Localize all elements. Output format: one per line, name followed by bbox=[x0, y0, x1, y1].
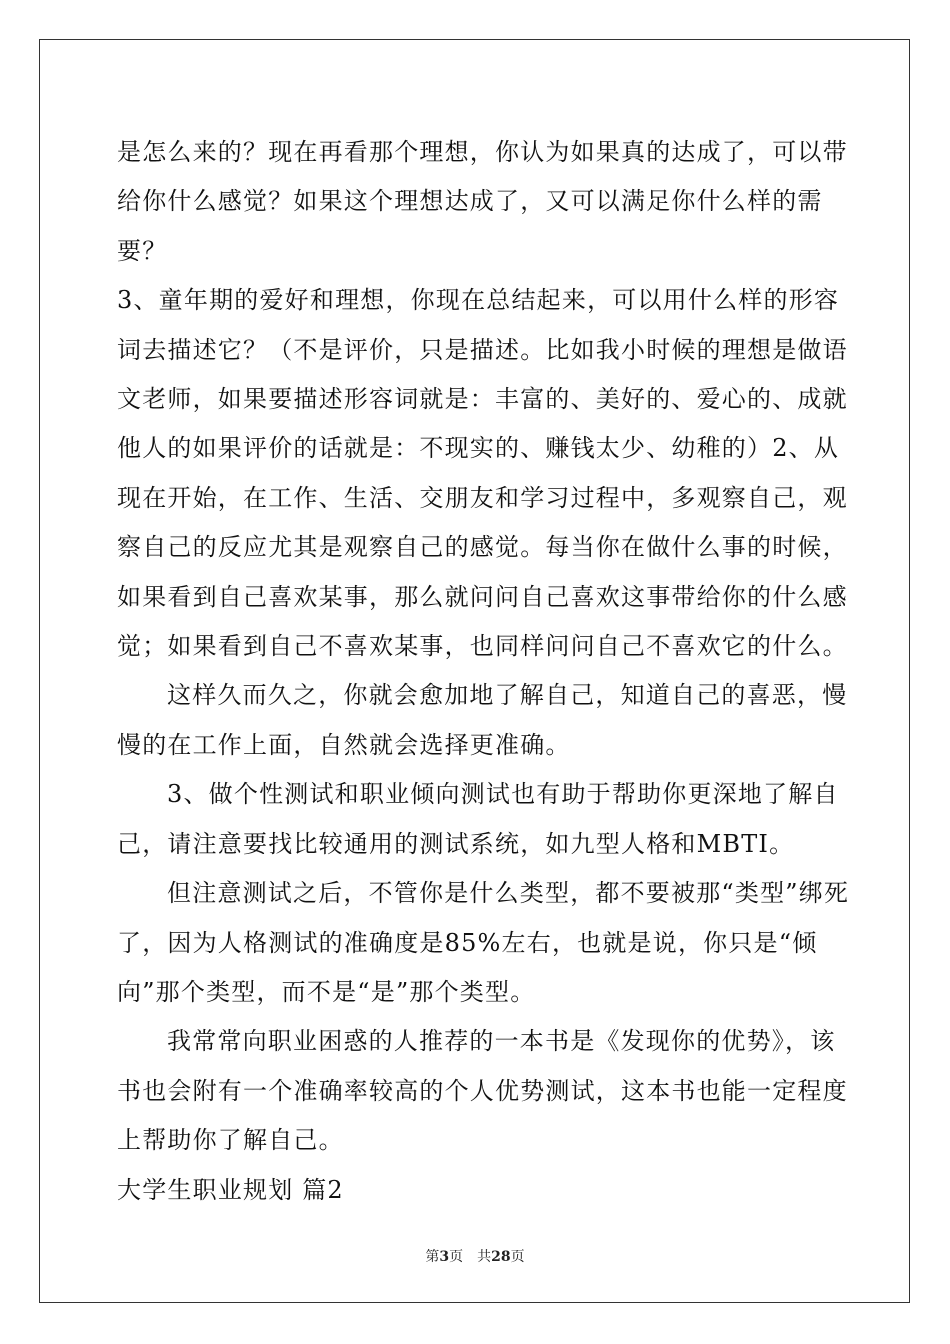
paragraph-2: 3、童年期的爱好和理想，你现在总结起来，可以用什么样的形容词去描述它？（不是评价，只是描述。比如我小时候的理想是做语文老师，如果要描述形容词就是：丰富的、美好的、爱心的、成就他人的如果评价的话就是：不现实的、赚钱太少、幼稚的）2、从现在开始，在工作、生活、交朋友和学习过程中，多观察自己，观察自己的反应尤其是观察自己的感觉。每当你在做什么事的时候，如果看到自己喜欢某事，那么就问问自己喜欢这事带给你的什么感觉；如果看到自己不喜欢某事，也同样问问自己不喜欢它的什么。 bbox=[117, 286, 848, 661]
paragraph-4: 3、做个性测试和职业倾向测试也有助于帮助你更深地了解自己，请注意要找比较通用的测试系统，如九型人格和MBTI。 bbox=[117, 780, 839, 858]
paragraph-6: 我常常向职业困惑的人推荐的一本书是《发现你的优势》，该书也会附有一个准确率较高的个人优势测试，这本书也能一定程度上帮助你了解自己。 bbox=[117, 1027, 848, 1155]
paragraph-3: 这样久而久之，你就会愈加地了解自己，知道自己的喜恶，慢慢的在工作上面，自然就会选择更准确。 bbox=[117, 681, 848, 759]
section-heading: 大学生职业规划 篇2 bbox=[117, 1175, 344, 1204]
current-page-number: 3 bbox=[439, 1249, 450, 1265]
paragraph-1: 是怎么来的？现在再看那个理想，你认为如果真的达成了，可以带给你什么感觉？如果这个理想达成了，又可以满足你什么样的需要？ bbox=[117, 138, 848, 265]
page-suffix: 页 bbox=[449, 1249, 464, 1265]
paragraph-5: 但注意测试之后，不管你是什么类型，都不要被那“类型”绑死了，因为人格测试的准确度是85%左右，也就是说，你只是“倾向”那个类型，而不是“是”那个类型。 bbox=[117, 879, 850, 1006]
total-suffix: 页 bbox=[510, 1249, 525, 1265]
total-page-count: 28 bbox=[491, 1249, 511, 1265]
total-prefix: 共 bbox=[477, 1249, 492, 1265]
document-body bbox=[117, 128, 852, 1215]
page-footer bbox=[0, 1248, 950, 1266]
page-prefix: 第 bbox=[425, 1249, 440, 1265]
